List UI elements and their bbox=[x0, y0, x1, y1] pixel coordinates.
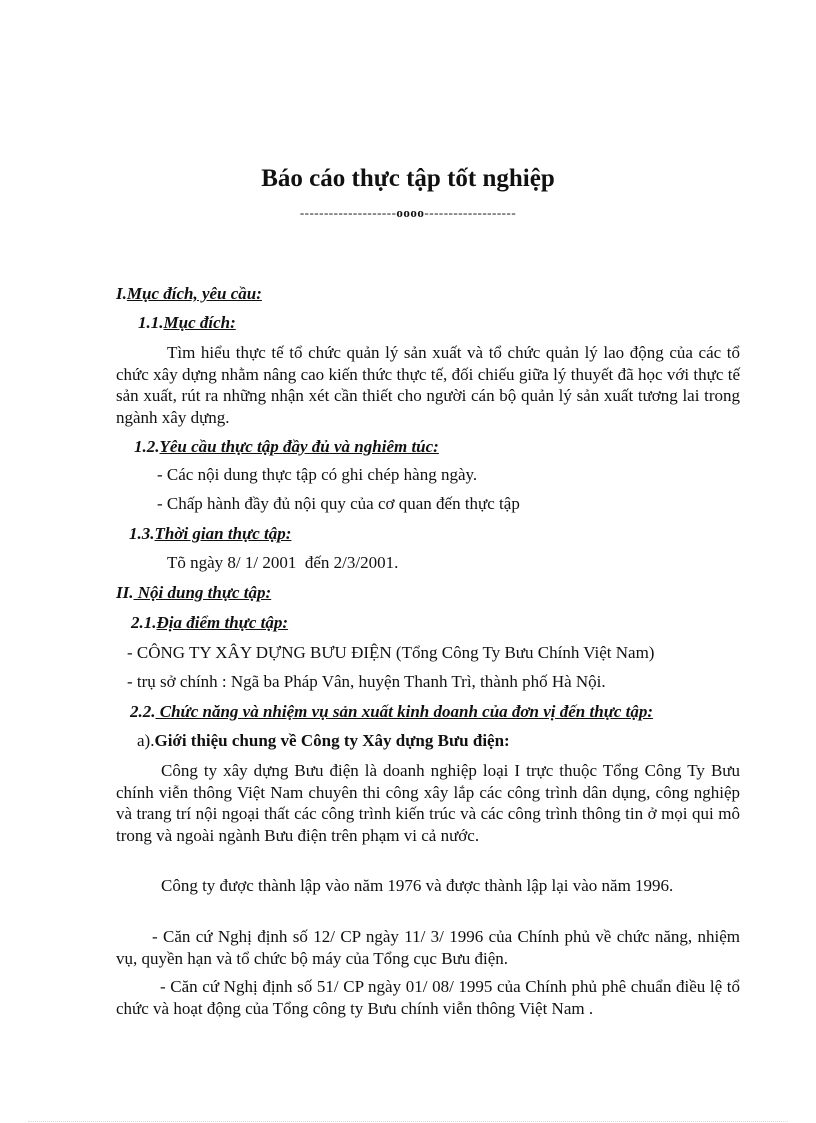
list-item: - CÔNG TY XÂY DỰNG BƯU ĐIỆN (Tổng Công Ty Bưu Chính Việt Nam) bbox=[127, 643, 655, 662]
page-bottom-rule bbox=[28, 1121, 788, 1122]
list-item: - trụ sở chính : Ngã ba Pháp Vân, huyện Thanh Trì, thành phố Hà Nội. bbox=[127, 672, 606, 691]
list-item: - Chấp hành đầy đủ nội quy của cơ quan đến thực tập bbox=[157, 494, 520, 513]
paragraph-founding: Công ty được thành lập vào năm 1976 và được thành lập lại vào năm 1996. bbox=[161, 876, 674, 895]
page-title: Báo cáo thực tập tốt nghiệp bbox=[261, 165, 555, 192]
heading-label: Địa điểm thực tập: bbox=[156, 613, 289, 632]
heading-number: 2.1. bbox=[131, 613, 157, 632]
heading-label: Nội dung thực tập: bbox=[133, 583, 272, 602]
heading-number: 2.2. bbox=[130, 702, 156, 721]
heading-1-2 bbox=[134, 437, 439, 457]
heading-section-2 bbox=[116, 583, 271, 603]
heading-label: Chức năng và nhiệm vụ sản xuất kinh doanh của đơn vị đến thực tập: bbox=[155, 702, 654, 721]
divider-left: -------------------- bbox=[299, 205, 397, 220]
paragraph-decree-51: - Căn cứ Nghị định số 51/ CP ngày 01/ 08/ 1995 của Chính phủ phê chuẩn điều lệ tổ chức và hoạt động của Tổng công ty Bưu chính viễn thông Việt Nam . bbox=[116, 977, 740, 1018]
heading-number: II. bbox=[116, 583, 134, 602]
paragraph-company-intro: Công ty xây dựng Bưu điện là doanh nghiệp loại I trực thuộc Tổng Công Ty Bưu chính viễn thông Việt Nam chuyên thi công xây lắp các công trình dân dụng, công nghiệp và trang trí nội ngoại thất các công trình kiến trúc và các công trình thông tin ở mọi qui mô trong và ngoài ngành Bưu điện trên phạm vi cả nước. bbox=[116, 761, 740, 845]
heading-number: 1.2. bbox=[134, 437, 160, 456]
heading-2-1 bbox=[131, 613, 288, 633]
title-divider bbox=[0, 205, 816, 221]
paragraph-purpose: Tìm hiểu thực tế tổ chức quản lý sản xuất và tổ chức quản lý lao động của các tổ chức xây dựng nhằm nâng cao kiến thức thực tế, đối chiếu giữa lý thuyết đã học với thực tế sản xuất, rút ra những nhận xét cần thiết cho người cán bộ quản lý sản xuất tương lai trong ngành xây dựng. bbox=[116, 343, 740, 427]
internship-dates: Tõ ngày 8/ 1/ 2001 đến 2/3/2001. bbox=[167, 553, 399, 572]
heading-number: I. bbox=[116, 284, 127, 303]
heading-label: Mục đích: bbox=[163, 313, 236, 332]
paragraph-decree-12: - Căn cứ Nghị định số 12/ CP ngày 11/ 3/ 1996 của Chính phủ về chức năng, nhiệm vụ, quyền hạn và tổ chức bộ máy của Tổng cục Bưu điện. bbox=[116, 927, 740, 968]
subheading-label: Giới thiệu chung về Công ty Xây dựng Bưu điện: bbox=[154, 731, 510, 750]
divider-right: ------------------- bbox=[424, 205, 517, 220]
heading-number: 1.1. bbox=[138, 313, 164, 332]
subheading-2-2-a bbox=[137, 731, 510, 751]
subheading-prefix: a). bbox=[137, 731, 155, 750]
heading-2-2 bbox=[130, 702, 653, 722]
divider-center: oooo bbox=[396, 205, 425, 220]
heading-1-3 bbox=[129, 524, 291, 544]
heading-label: Thời gian thực tập: bbox=[154, 524, 292, 543]
list-item: - Các nội dung thực tập có ghi chép hàng ngày. bbox=[157, 465, 478, 484]
heading-section-1 bbox=[116, 284, 262, 304]
heading-number: 1.3. bbox=[129, 524, 155, 543]
heading-label: Mục đích, yêu cầu: bbox=[126, 284, 262, 303]
heading-label: Yêu cầu thực tập đầy đủ và nghiêm túc: bbox=[159, 437, 439, 456]
heading-1-1 bbox=[138, 313, 236, 333]
